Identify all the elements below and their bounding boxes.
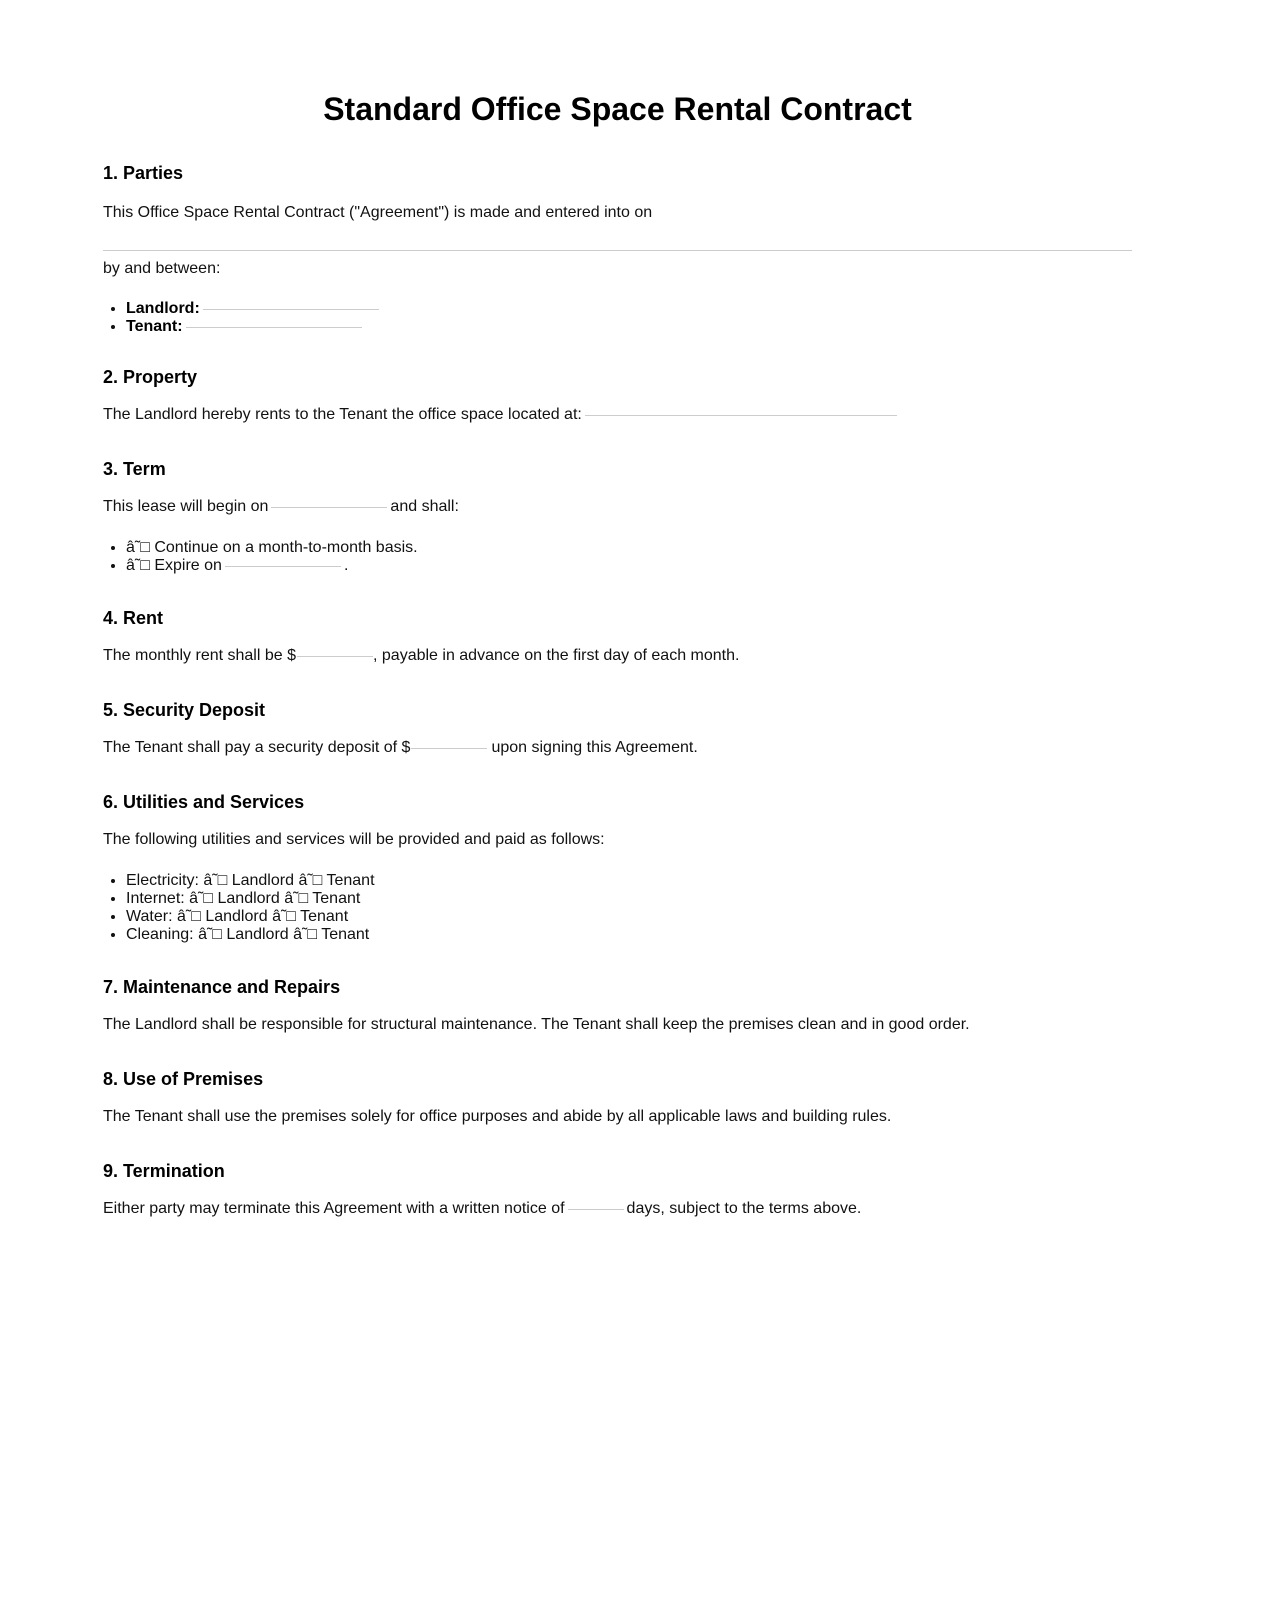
date-blank-line[interactable] xyxy=(103,250,1132,251)
section-rent xyxy=(103,607,1132,666)
deposit-blank[interactable] xyxy=(411,747,487,749)
checkbox-icon[interactable]: â˜□ xyxy=(176,908,201,925)
option-tenant: Tenant xyxy=(326,872,375,889)
utility-label: Water: xyxy=(126,908,173,925)
termination-label-end: days, subject to the terms above. xyxy=(626,1200,862,1217)
tenant-label: Tenant: xyxy=(126,318,183,335)
term-label-end: and shall: xyxy=(390,498,459,515)
utility-item xyxy=(126,926,1132,944)
checkbox-icon[interactable]: â˜□ xyxy=(126,557,150,574)
rent-label: The monthly rent shall be $ xyxy=(103,647,296,664)
section-parties xyxy=(103,162,1132,336)
option-label: Continue on a month-to-month basis. xyxy=(154,539,418,556)
utility-item xyxy=(126,872,1132,890)
utility-label: Electricity: xyxy=(126,872,199,889)
deposit-label-end: upon signing this Agreement. xyxy=(491,739,698,756)
maintenance-text: The Landlord shall be responsible for structural maintenance. The Tenant shall keep the premises clean and in good order. xyxy=(103,1016,970,1033)
notice-days-blank[interactable] xyxy=(568,1208,624,1210)
checkbox-icon[interactable]: â˜□ xyxy=(203,872,228,889)
option-landlord: Landlord xyxy=(217,890,280,907)
utilities-list xyxy=(103,872,1132,944)
parties-between: by and between: xyxy=(103,260,221,277)
use-text: The Tenant shall use the premises solely for office purposes and abide by all applicable laws and building rules. xyxy=(103,1108,892,1125)
option-landlord: Landlord xyxy=(205,908,268,925)
option-tenant: Tenant xyxy=(300,908,349,925)
deposit-label: The Tenant shall pay a security deposit of $ xyxy=(103,739,411,756)
expire-date-blank[interactable] xyxy=(225,565,341,567)
option-landlord: Landlord xyxy=(226,926,289,943)
start-date-blank[interactable] xyxy=(271,506,387,508)
tenant-blank[interactable] xyxy=(186,326,362,328)
option-tenant: Tenant xyxy=(312,890,361,907)
checkbox-icon[interactable]: â˜□ xyxy=(198,926,222,943)
section-termination xyxy=(103,1160,1132,1219)
utilities-text: The following utilities and services will be provided and paid as follows: xyxy=(103,831,605,848)
section-heading: 6. Utilities and Services xyxy=(103,792,305,812)
parties-intro: This Office Space Rental Contract ("Agreement") is made and entered into on xyxy=(103,204,653,221)
landlord-item xyxy=(126,300,1132,318)
section-heading: 7. Maintenance and Repairs xyxy=(103,977,341,997)
term-option-expire[interactable] xyxy=(126,557,1132,575)
period: . xyxy=(343,557,349,574)
section-heading: 4. Rent xyxy=(103,608,164,628)
section-heading: 1. Parties xyxy=(103,163,184,183)
option-tenant: Tenant xyxy=(321,926,370,943)
section-heading: 5. Security Deposit xyxy=(103,700,266,720)
section-heading: 8. Use of Premises xyxy=(103,1069,264,1089)
section-use xyxy=(103,1068,1132,1127)
option-label: Expire on xyxy=(154,557,222,574)
address-blank[interactable] xyxy=(585,414,897,416)
section-heading: 9. Termination xyxy=(103,1161,225,1181)
checkbox-icon[interactable]: â˜□ xyxy=(272,908,296,925)
rent-text xyxy=(103,646,1132,666)
utility-item xyxy=(126,908,1132,926)
utility-label: Cleaning: xyxy=(126,926,194,943)
option-landlord: Landlord xyxy=(231,872,294,889)
section-deposit xyxy=(103,699,1132,758)
termination-label: Either party may terminate this Agreement with a written notice of xyxy=(103,1200,565,1217)
section-heading: 2. Property xyxy=(103,367,198,387)
utility-item xyxy=(126,890,1132,908)
term-option-month[interactable] xyxy=(126,539,1132,557)
tenant-item xyxy=(126,318,1132,336)
property-label: The Landlord hereby rents to the Tenant the office space located at: xyxy=(103,406,582,423)
utility-label: Internet: xyxy=(126,890,185,907)
landlord-label: Landlord: xyxy=(126,300,200,317)
page-title: Standard Office Space Rental Contract xyxy=(323,91,912,127)
termination-text xyxy=(103,1199,1132,1219)
term-text xyxy=(103,497,1132,517)
checkbox-icon[interactable]: â˜□ xyxy=(284,890,309,907)
checkbox-icon[interactable]: â˜□ xyxy=(189,890,214,907)
checkbox-icon[interactable]: â˜□ xyxy=(293,926,318,943)
section-property xyxy=(103,366,1132,425)
section-maintenance xyxy=(103,976,1132,1035)
section-heading: 3. Term xyxy=(103,459,166,479)
checkbox-icon[interactable]: â˜□ xyxy=(298,872,323,889)
term-label: This lease will begin on xyxy=(103,498,269,515)
checkbox-icon[interactable]: â˜□ xyxy=(126,539,150,556)
section-utilities xyxy=(103,791,1132,944)
deposit-text xyxy=(103,738,1132,758)
rent-label-end: , payable in advance on the first day of each month. xyxy=(373,647,740,664)
rent-blank[interactable] xyxy=(297,655,373,657)
landlord-blank[interactable] xyxy=(203,308,379,310)
section-term xyxy=(103,458,1132,575)
property-text xyxy=(103,405,1132,425)
